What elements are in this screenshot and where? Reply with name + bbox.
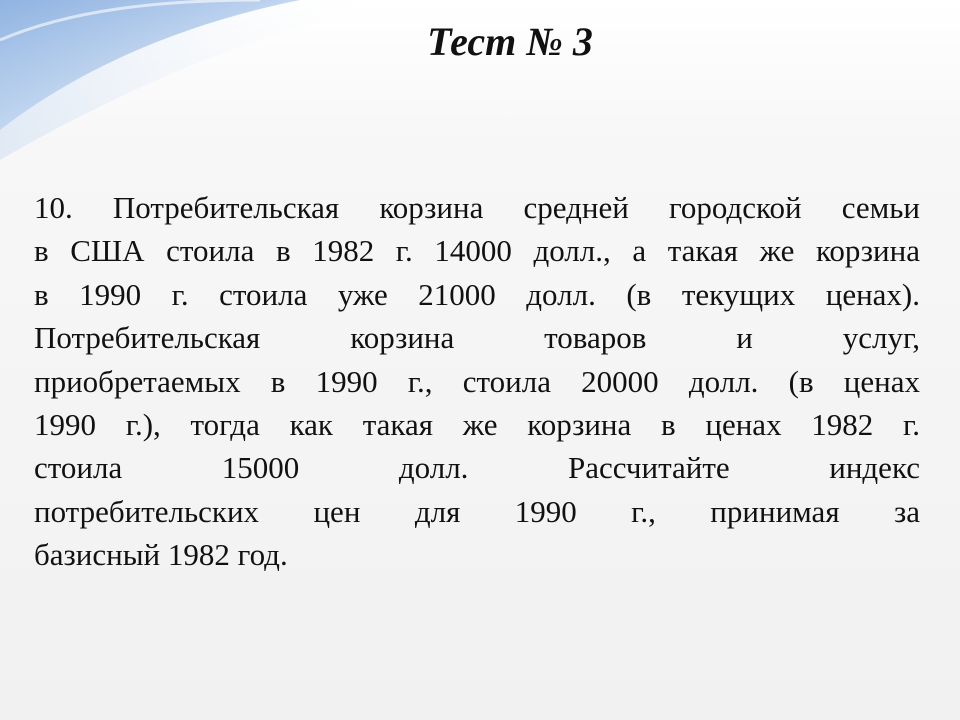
text-line: приобретаемых в 1990 г., стоила 20000 долл. (в ценах	[34, 363, 920, 399]
text-line: в 1990 г. стоила уже 21000 долл. (в текущих ценах).	[34, 276, 920, 312]
problem-text	[34, 186, 920, 577]
text-line: в США стоила в 1982 г. 14000 долл., а такая же корзина	[34, 233, 920, 269]
text-line: базисный 1982 год.	[34, 537, 288, 573]
text-line: 1990 г.), тогда как такая же корзина в ценах 1982 г.	[34, 407, 920, 443]
slide-title: Тест № 3	[427, 19, 593, 64]
text-line: стоила 15000 долл. Рассчитайте индекс	[34, 450, 920, 486]
text-line: 10. Потребительская корзина средней городской семьи	[34, 190, 920, 225]
text-line: потребительских цен для 1990 г., принимая за	[34, 493, 920, 529]
text-line: Потребительская корзина товаров и услуг,	[34, 320, 920, 356]
